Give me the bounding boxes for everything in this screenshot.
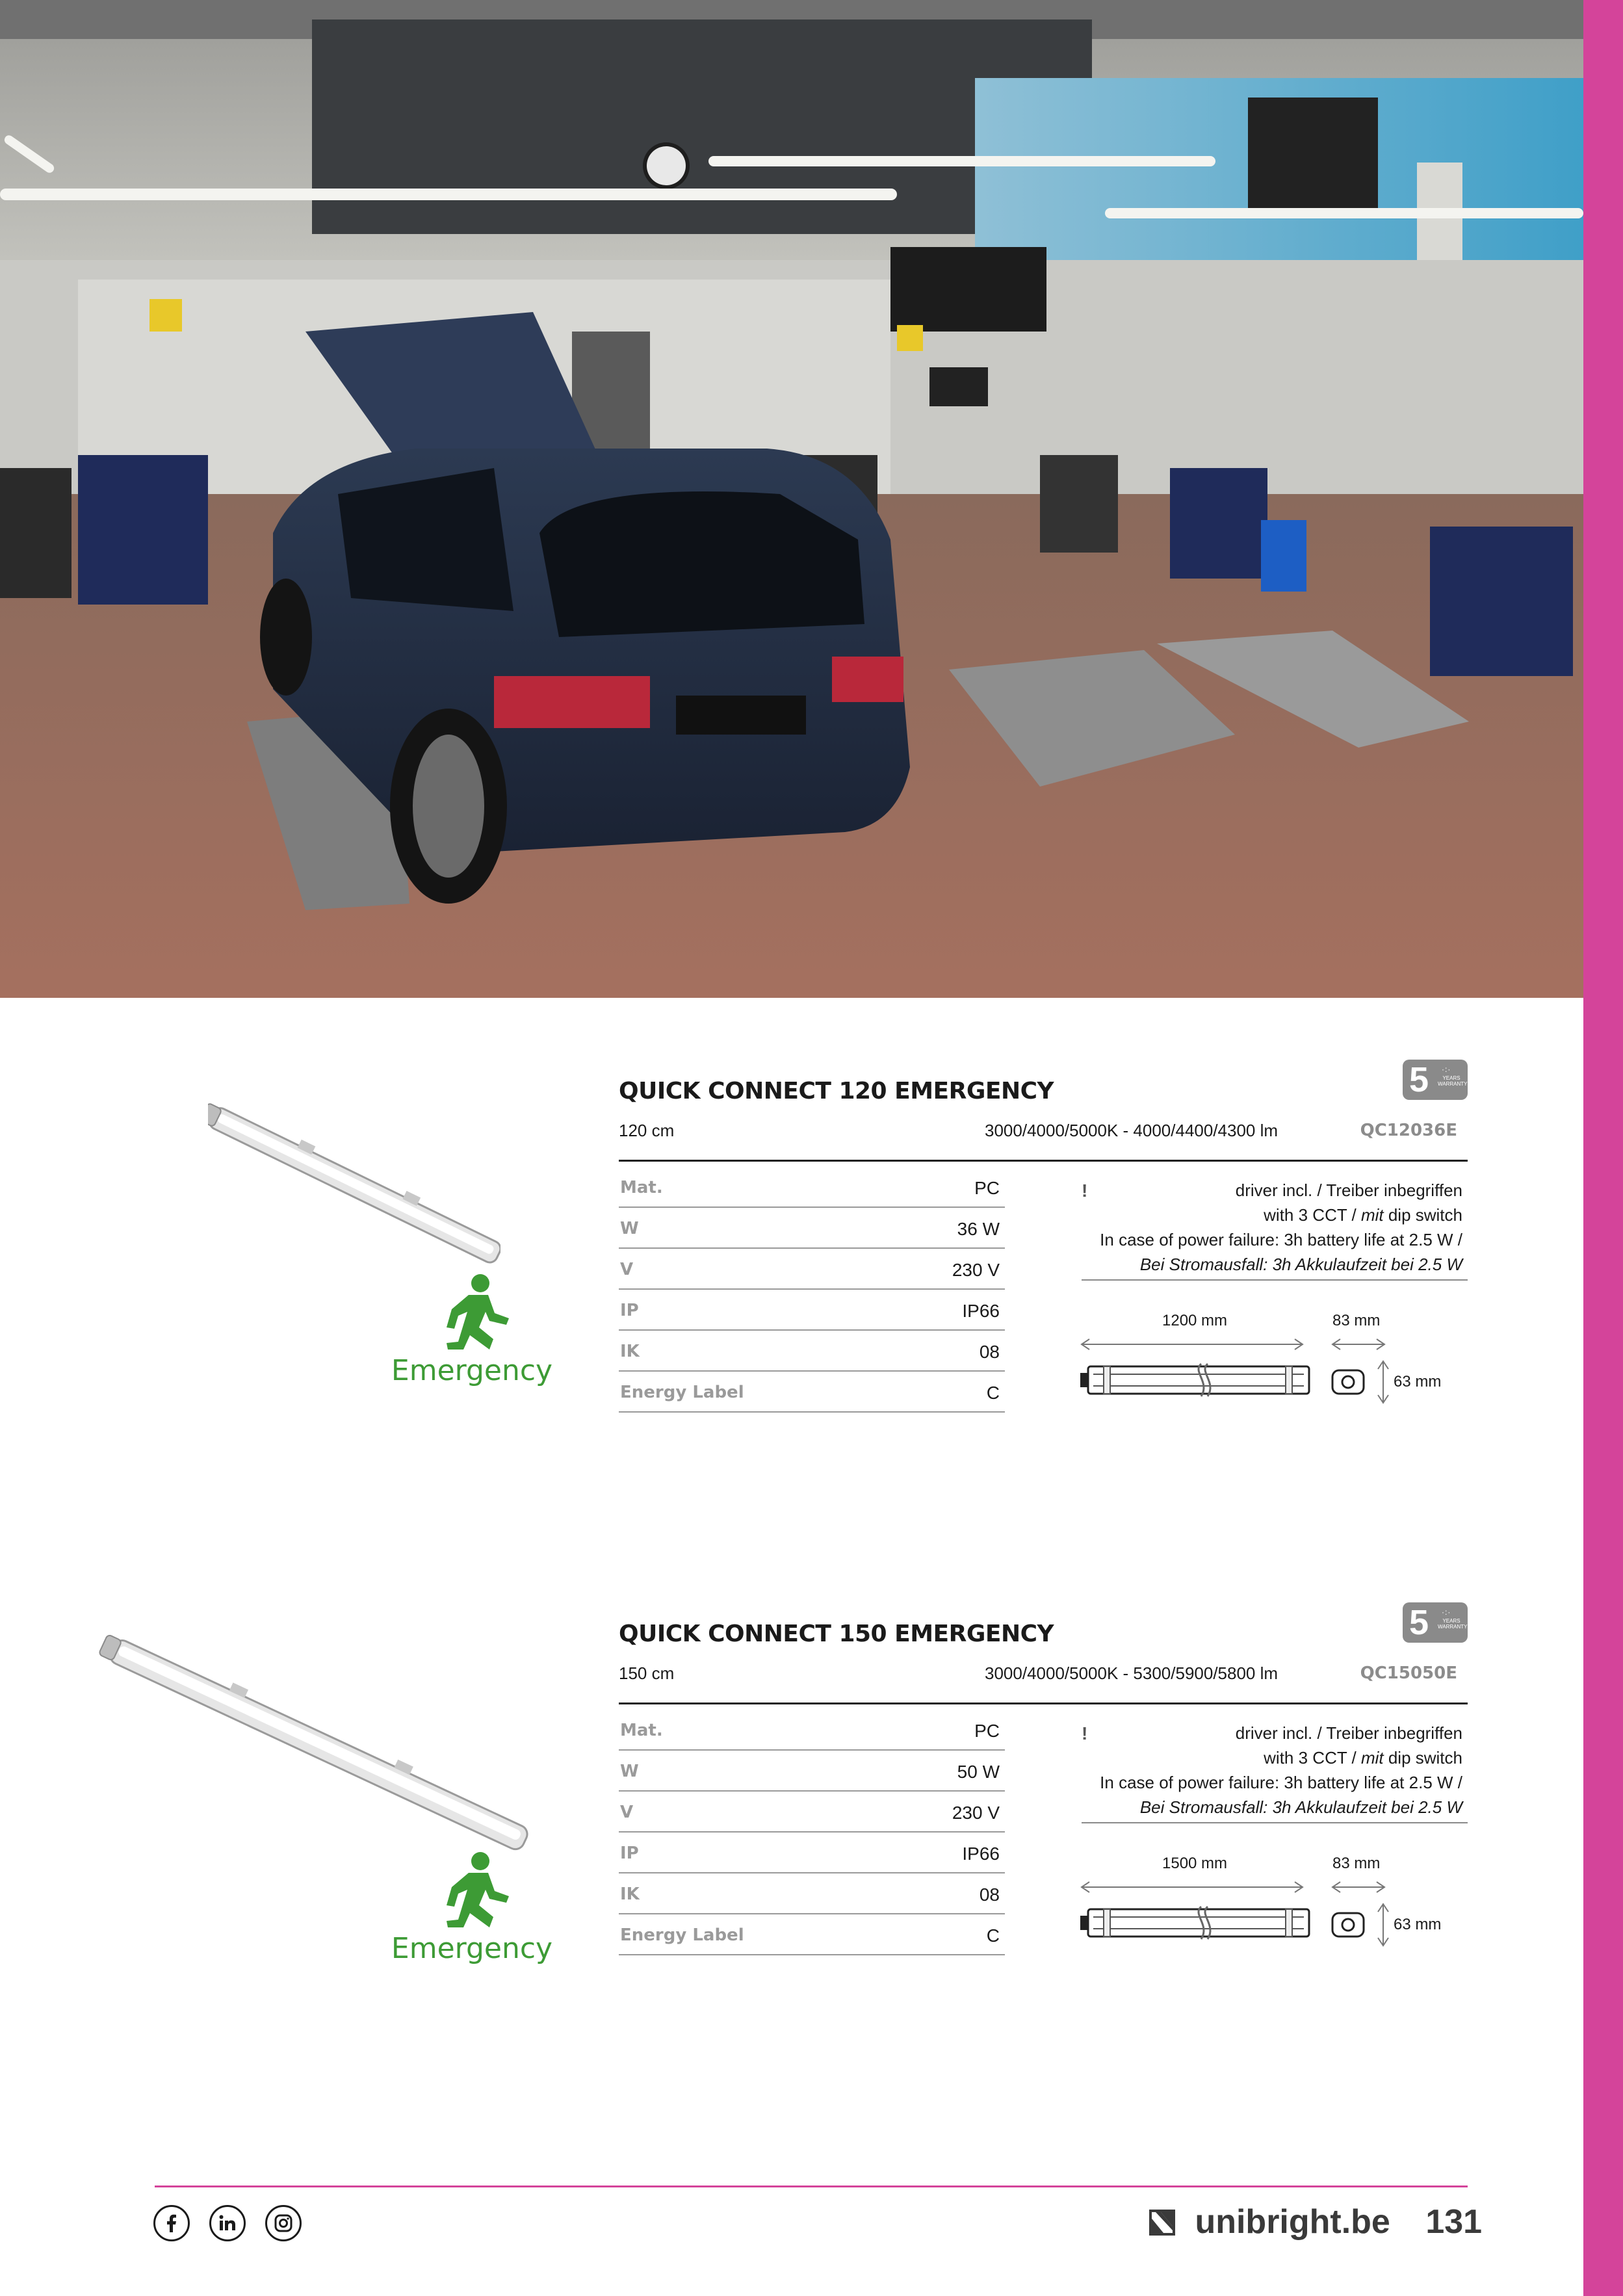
warranty-badge — [1403, 1602, 1468, 1643]
emergency-badge — [387, 1273, 556, 1385]
lamp-product-image — [208, 1102, 500, 1272]
note-mark: ! — [1082, 1181, 1088, 1201]
note-line-driver: driver incl. / Treiber inbegriffen — [1235, 1181, 1462, 1200]
product-length: 150 cm — [619, 1663, 675, 1683]
facebook-icon — [162, 2213, 181, 2233]
spec-row — [619, 1916, 1005, 1955]
spec-key: Energy Label — [620, 1383, 744, 1402]
spec-row — [619, 1753, 1005, 1792]
product-note — [1082, 1721, 1468, 1823]
product-title: QUICK CONNECT 150 EMERGENCY — [619, 1621, 1054, 1647]
website-link[interactable]: unibright.be — [1195, 2203, 1390, 2241]
spec-table — [619, 1169, 1005, 1415]
hero-photo-workshop — [0, 0, 1583, 998]
spec-row — [619, 1794, 1005, 1833]
page-number: 131 — [1425, 2203, 1483, 2241]
product-code: QC12036E — [1360, 1121, 1457, 1140]
spec-value: IP66 — [962, 1844, 1000, 1864]
header-divider — [619, 1160, 1468, 1162]
product-cct-lumen: 3000/4000/5000K - 4000/4400/4300 lm — [985, 1121, 1279, 1140]
spec-row — [619, 1374, 1005, 1413]
note-mark: ! — [1082, 1723, 1088, 1743]
spec-key: IK — [620, 1342, 640, 1361]
spec-row — [619, 1169, 1005, 1208]
spec-row — [619, 1834, 1005, 1873]
note-line-cct — [1100, 1203, 1462, 1227]
warranty-badge — [1403, 1060, 1468, 1100]
spec-value: IP66 — [962, 1301, 1000, 1321]
dimension-width: 83 mm — [1332, 1312, 1381, 1329]
note-cct-dip: dip switch — [1383, 1748, 1462, 1768]
linkedin-icon — [218, 2213, 237, 2233]
emergency-badge — [387, 1851, 556, 1963]
warranty-years: 5 — [1409, 1060, 1429, 1099]
spec-row — [619, 1333, 1005, 1372]
spec-key: V — [620, 1803, 634, 1822]
note-line-cct — [1100, 1745, 1462, 1770]
emergency-label: Emergency — [391, 1932, 553, 1965]
spec-key: W — [620, 1219, 639, 1238]
product-block-qc150 — [0, 1596, 1583, 2051]
spec-value: C — [986, 1925, 1000, 1946]
spec-value: 08 — [979, 1885, 1000, 1905]
lamp-product-image — [97, 1635, 539, 1856]
product-title: QUICK CONNECT 120 EMERGENCY — [619, 1078, 1054, 1104]
spec-key: IP — [620, 1844, 639, 1863]
spec-value: 08 — [979, 1342, 1000, 1362]
spec-key: W — [620, 1762, 639, 1781]
product-subline — [619, 1121, 1468, 1144]
note-line-driver: driver incl. / Treiber inbegriffen — [1235, 1723, 1462, 1743]
dimension-length: 1500 mm — [1162, 1855, 1228, 1872]
note-cct-dip: dip switch — [1383, 1205, 1462, 1225]
note-cct-text: with 3 CCT / — [1264, 1205, 1361, 1225]
stars-icon: ·:· — [1442, 1608, 1451, 1617]
dimension-width: 83 mm — [1332, 1855, 1381, 1872]
spec-key: Energy Label — [620, 1925, 744, 1945]
spec-key: Mat. — [620, 1178, 663, 1197]
spec-key: V — [620, 1260, 634, 1279]
spec-value: PC — [974, 1178, 1000, 1198]
instagram-icon — [274, 2213, 293, 2233]
linkedin-link[interactable] — [209, 2205, 246, 2241]
product-code: QC15050E — [1360, 1663, 1457, 1683]
instagram-link[interactable] — [265, 2205, 302, 2241]
header-divider — [619, 1702, 1468, 1704]
facebook-link[interactable] — [153, 2205, 190, 2241]
note-line-battery-en: In case of power failure: 3h battery life at 2.5 W / — [1100, 1230, 1462, 1249]
emergency-label: Emergency — [391, 1354, 553, 1387]
spec-value: 36 W — [957, 1219, 1000, 1239]
product-block-qc120 — [0, 1053, 1583, 1508]
spec-value: 230 V — [952, 1803, 1000, 1823]
spec-row — [619, 1875, 1005, 1914]
spec-row — [619, 1251, 1005, 1290]
brand-footer — [1149, 2202, 1482, 2241]
product-length: 120 cm — [619, 1121, 675, 1140]
note-line-battery-de: Bei Stromausfall: 3h Akkulaufzeit bei 2.5 W — [1139, 1255, 1462, 1274]
note-lines — [1100, 1178, 1462, 1277]
note-line-battery-en: In case of power failure: 3h battery life at 2.5 W / — [1100, 1773, 1462, 1792]
note-line-battery-de: Bei Stromausfall: 3h Akkulaufzeit bei 2.5 W — [1139, 1797, 1462, 1817]
dimension-diagram — [1078, 1307, 1468, 1417]
footer-divider — [155, 2185, 1468, 2187]
note-lines — [1100, 1721, 1462, 1820]
spec-value: C — [986, 1383, 1000, 1403]
side-accent-bar — [1583, 0, 1623, 2296]
running-man-icon — [430, 1851, 514, 1929]
spec-row — [619, 1712, 1005, 1751]
spec-row — [619, 1210, 1005, 1249]
running-man-icon — [430, 1273, 514, 1351]
note-cct-mit: mit — [1360, 1205, 1384, 1225]
warranty-years: 5 — [1409, 1603, 1429, 1642]
spec-key: Mat. — [620, 1721, 663, 1740]
note-cct-text: with 3 CCT / — [1264, 1748, 1361, 1768]
product-cct-lumen: 3000/4000/5000K - 5300/5900/5800 lm — [985, 1663, 1279, 1683]
product-subline — [619, 1663, 1468, 1687]
product-note — [1082, 1178, 1468, 1281]
spec-value: PC — [974, 1721, 1000, 1741]
dimension-height: 63 mm — [1394, 1373, 1442, 1390]
dimension-drawing — [1078, 1849, 1468, 1963]
dimension-drawing — [1078, 1307, 1468, 1420]
warranty-label: YEARS WARRANTY — [1438, 1618, 1468, 1630]
spec-table — [619, 1712, 1005, 1957]
spec-value: 230 V — [952, 1260, 1000, 1280]
warranty-label: YEARS WARRANTY — [1438, 1075, 1468, 1087]
stars-icon: ·:· — [1442, 1065, 1451, 1074]
note-cct-mit: mit — [1360, 1748, 1384, 1768]
spec-row — [619, 1292, 1005, 1331]
spec-key: IK — [620, 1885, 640, 1904]
dimension-length: 1200 mm — [1162, 1312, 1228, 1329]
unibright-logo-icon — [1149, 2210, 1175, 2236]
spec-value: 50 W — [957, 1762, 1000, 1782]
dimension-height: 63 mm — [1394, 1916, 1442, 1933]
spec-key: IP — [620, 1301, 639, 1320]
dimension-diagram — [1078, 1849, 1468, 1960]
